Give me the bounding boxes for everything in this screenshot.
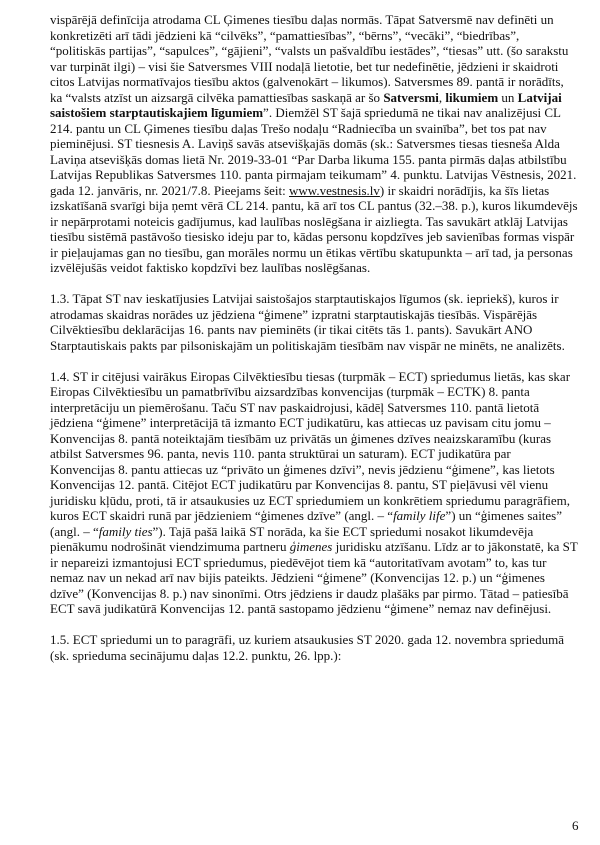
bold-term-treaties: Latvijai saistošiem starptautiskajiem līgumiem [50, 89, 562, 120]
paragraph-text: 1.4. ST ir citējusi vairākus Eiropas Cilvēktiesību tiesas (turpmāk – ECT) spriedumus lietās, kas skar Eiropas Cilvēktiesību un pamatbrīvību aizsardzības konvencijas (turpmāk – ECTK) 8. panta interpretāciju un piemērošanu. Taču ST nav paskaidrojusi, kādēļ Satversmes 110. pantā lietotā jēdziena “ģimene” interpretācijā tā izmanto ECT judikatūru, kas attiecas uz pavisam citu jomu – Konvencijas 8. pantā noteiktajām tiesībām uz privātās un ģimenes dzīves neaizskaramību (kuras atbilst Satversmes 96. panta, nevis 110. panta struktūrai un saturam). ECT judikatūra par Konvencijas 8. pantu attiecas uz “privāto un ģimenes dzīvi”, nevis jēdzienu “ģimene”, kas lietots Konvencijas 12. pantā. Citējot ECT judikatūru par Konvencijas 8. pantu, ST pieļāvusi vēl vienu juridisku kļūdu, proti, tā ir atsaukusies uz ECT spriedumiem un konkrētiem spriedumu paragrāfiem, kuros ECT skaidri runā par jēdzieniem “ģimenes dzīve” (angl. – “ [50, 368, 571, 523]
paragraph-1-5: 1.5. ECT spriedumi un to paragrāfi, uz kuriem atsaukusies ST 2020. gada 12. novembra spriedumā (sk. sprieduma secinājumu daļas 12.2. punktu, 26. lpp.): [50, 632, 564, 663]
paragraph-text: un [498, 89, 518, 105]
paragraph-text: ) ir skaidri norādījis, ka šīs lietas izskatīšanā svarīgi bija ņemt vērā CL 214. pantu, kā arī tos CL pantus (32.–38. p.), kuros likumdevējs ir nepārprotami noteicis gadījumus, kad laulības noslēgšana ir aizliegta. Tas savukārt atklāj Latvijas tiesību sistēmā pastāvošo tiesisko ideju par to, kādas personu kopdzīves jeb savienības formas vispār ir pieļaujamas gan no tiesību, gan morāles normu un ētikas vērtību skatupunkta – arī tad, ja personas izvēlējušās veidot faktisko kopdzīvi bez laulības noslēgšanas. [50, 182, 578, 275]
body-text [50, 12, 578, 679]
paragraph-text: ”) un “ģimenes saites” (angl. – “ [50, 508, 563, 539]
italic-term-family-ties: family ties [98, 523, 153, 539]
paragraph-text: ”. Diemžēl ST šajā spriedumā ne tikai nav analizējusi CL 214. pantu un CL Ģimenes tiesību daļas Trešo nodaļu “Radniecība un svainība”, bet tos pat nav pieminējusi. ST tiesnesis A. Laviņš savās atsevišķajās domās (sk.: Satversmes tiesas tiesneša Alda Laviņa atsevišķās domas lietā Nr. 2019-33-01 “Par Darba likuma 155. panta pirmās daļas atbilstību Latvijas Republikas Satversmes 110. panta pirmajam teikumam” 4. punktu. Latvijas Vēstnesis, 2021. gada 12. janvāris, nr. 2021/7.8. Pieejams šeit: [50, 105, 577, 198]
italic-term-gimenes: ģimenes [289, 539, 333, 554]
paragraph-text: , [438, 89, 446, 105]
paragraph-text: juridisku atzīšanu. Līdz ar to jākonstatē, ka ST ir nepareizi izmantojusi ECT spriedumus, piedēvējot tiem kā “autoritatīvam avotam” to, kas tur nemaz nav un nekad arī nav bijis pateikts. Jēdzieni “ģimene” (Konvencijas 12. p.) un “ģimenes dzīve” (Konvencijas 8. p.) nav sinonīmi. Otrs jēdziens ir daudz plašāks par pirmo. Tātad – patiesībā ECT savā judikatūrā Konvencijas 12. pantā sastopamo jēdzienu “ģimene” nemaz nav definējusi. [50, 539, 578, 616]
bold-term-likumiem: likumiem [445, 89, 499, 105]
paragraph-1-3: 1.3. Tāpat ST nav ieskatījusies Latvijai saistošajos starptautiskajos līgumos (sk. iepriekš), kuros ir atrodamas skaidras norādes uz jēdziena “ģimene” izpratni starptautiskajās tiesībās. Vispārējās Cilvēktiesību deklarācijas 16. pants nav pieminēts (ir tikai citēts tās 1. pants). Savukārt ANO Starptautiskais pakts par pilsoniskajām un politiskajām tiesībām nav vispār ne minēts, ne analizēts. [50, 291, 565, 353]
bold-term-satversmi: Satversmi [383, 89, 439, 105]
italic-term-family-life: family life [393, 508, 446, 523]
paragraph-1-4 [50, 369, 578, 617]
page-number: 6 [572, 818, 579, 833]
paragraph-text: ”). Tajā pašā laikā ST norāda, ka šie ECT spriedumi nosakot likumdevēja pienākumu nodrošināt viendzimuma partneru [50, 523, 534, 554]
paragraph-1-2-continued [50, 12, 578, 276]
vestnesis-link[interactable]: www.vestnesis.lv [289, 182, 380, 198]
paragraph-text: vispārējā definīcija atrodama CL Ģimenes tiesību daļas normās. Tāpat Satversmē nav definēti un konkretizēti arī tādi jēdzieni kā “cilvēks”, “pamattiesības”, “bērns”, “vecāki”, “biedrības”, “politiskās partijas”, “sapulces”, “gājieni”, “valsts un pašvaldību iestādes”, “tiesas” utt. (šo sarakstu var turpināt ilgi) – visi šie Satversmes VIII nodaļā lietotie, bet tur nedefinētie, jēdzieni ir skaidroti citos Latvijas normatīvajos tiesību aktos (galvenokārt – likumos). Satversmes 89. pantā ir norādīts, ka “valsts atzīst un aizsargā cilvēka pamattiesības saskaņā ar šo [50, 12, 569, 105]
